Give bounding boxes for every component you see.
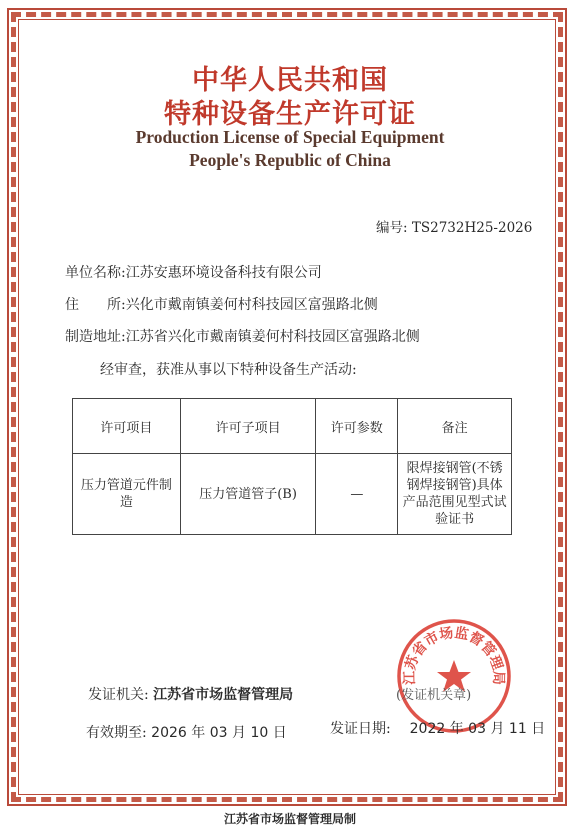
- manufacturing-address-row: [65, 326, 420, 346]
- footer-maker: 江苏省市场监督管理局制: [223, 812, 356, 826]
- issue-date-month-unit: 月: [490, 721, 505, 737]
- table-header-cell: 备注: [398, 399, 512, 454]
- table-header-cell: 许可参数: [316, 399, 398, 454]
- official-seal: [396, 618, 512, 734]
- issue-date-day: 11: [508, 721, 527, 737]
- validity-label: 有效期至:: [86, 725, 147, 741]
- unit-name-value: 江苏安惠环境设备科技有限公司: [125, 265, 322, 281]
- issue-date-month: 03: [468, 721, 486, 737]
- license-number-label: 编号:: [376, 220, 408, 236]
- table-row: [73, 454, 512, 535]
- issue-date-day-unit: 日: [531, 721, 546, 737]
- issue-date-row: [330, 718, 545, 738]
- manufacturing-address-value: 江苏省兴化市戴南镇姜何村科技园区富强路北侧: [125, 329, 420, 345]
- license-table: [72, 398, 512, 535]
- title-chinese-line2: 特种设备生产许可证: [164, 99, 416, 130]
- manufacturing-address-label: 制造地址:: [65, 329, 126, 345]
- validity-day: 10: [250, 725, 269, 741]
- validity-month: 03: [209, 725, 228, 741]
- approval-statement: 经审查，获准从事以下特种设备生产活动:: [100, 362, 357, 378]
- validity-day-unit: 日: [272, 725, 287, 741]
- title-chinese-line1: 中华人民共和国: [192, 65, 388, 96]
- issuer-label: 发证机关:: [88, 687, 149, 703]
- issue-date-year: 2022: [409, 721, 446, 737]
- validity-month-unit: 月: [232, 725, 246, 741]
- table-header-cell: 许可项目: [73, 399, 181, 454]
- license-number-value: TS2732H25-2026: [411, 220, 533, 236]
- license-number: [376, 216, 532, 236]
- issuer-value: 江苏省市场监督管理局: [153, 687, 294, 703]
- title-english-line1: Production License of Special Equipment: [135, 127, 445, 147]
- issue-date-label: 发证日期:: [330, 721, 391, 737]
- license-parameter-cell: —: [316, 454, 398, 535]
- address-row: [65, 294, 378, 314]
- license-item-cell: 压力管道元件制造: [73, 454, 181, 535]
- validity-row: [86, 722, 287, 742]
- license-remark-cell: 限焊接钢管(不锈钢焊接钢管)具体产品范围见型式试验证书: [398, 454, 512, 535]
- issuer-stamp-hint: (发证机关章): [396, 688, 472, 703]
- issue-date-year-unit: 年: [449, 721, 464, 737]
- address-label: 住 所:: [65, 297, 126, 313]
- address-value: 兴化市戴南镇姜何村科技园区富强路北侧: [125, 297, 378, 313]
- validity-year-unit: 年: [191, 725, 206, 741]
- title-english-line2: People's Republic of China: [189, 150, 391, 170]
- seal-text: 江苏省市场监督管理局: [401, 625, 507, 686]
- unit-name-label: 单位名称:: [65, 265, 126, 281]
- table-header-cell: 许可子项目: [180, 399, 316, 454]
- table-header-row: [73, 399, 512, 454]
- license-sub-item-cell: 压力管道管子(B): [180, 454, 316, 535]
- issuer-row: [88, 684, 293, 704]
- unit-name-row: [65, 262, 322, 282]
- validity-year: 2026: [151, 725, 187, 741]
